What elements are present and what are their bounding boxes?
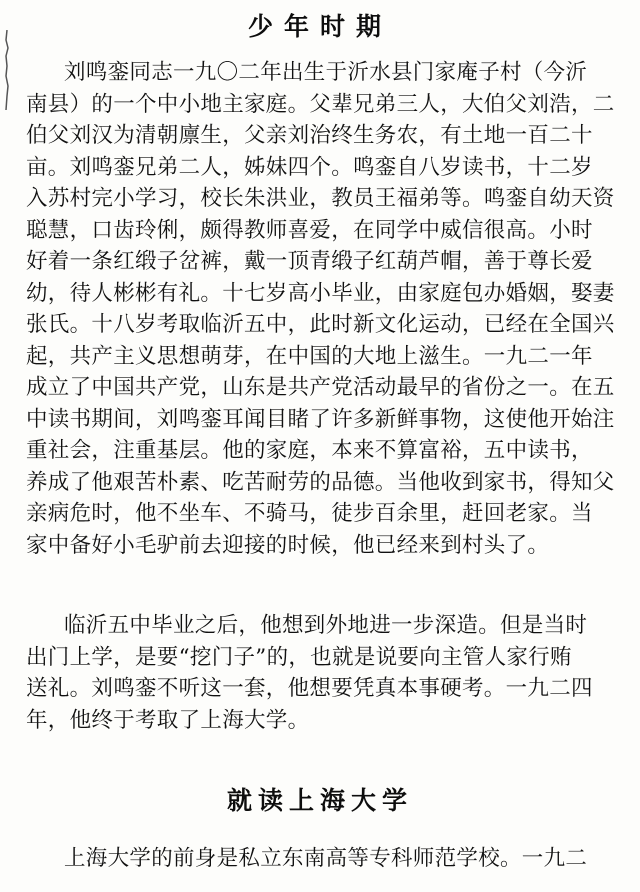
text-line: 上海大学的前身是私立东南高等专科师范学校。一九二 <box>64 846 588 871</box>
section-heading-shanghai-university: 就读上海大学 <box>226 786 413 815</box>
paragraph-youth-2 <box>26 610 614 736</box>
text-line: 聪慧，口齿玲俐，颇得教师喜爱，在同学中威信很高。小时 <box>26 217 593 243</box>
text-line: 重社会，注重基层。他的家庭，本来不算富裕，五中读书， <box>26 438 593 463</box>
text-line: 亲病危时，他不坐车、不骑马，徒步百余里，赶回老家。当 <box>26 501 593 526</box>
text-line: 起，共产主义思想萌芽，在中国的大地上滋生。一九二一年 <box>26 343 593 369</box>
text-line: 亩。刘鸣銮兄弟二人，姊妹四个。鸣銮自八岁读书，十二岁 <box>26 154 593 180</box>
text-line: 送礼。刘鸣銮不听这一套，他想要凭真本事硬考。一九二四 <box>26 676 593 701</box>
text-line: 幼，待人彬彬有礼。十七岁高小毕业，由家庭包办婚姻，娶妻 <box>26 280 615 306</box>
text-line: 刘鸣銮同志一九〇二年出生于沂水县门家庵子村（今沂 <box>64 60 588 85</box>
paragraph-youth-1 <box>26 57 614 561</box>
text-line: 临沂五中毕业之后，他想到外地进一步深造。但是当时 <box>64 613 588 638</box>
text-line: 南县）的一个中小地主家庭。父辈兄弟三人，大伯父刘浩，二 <box>26 91 615 117</box>
text-line: 出门上学，是要“挖门子”的，也就是说要向主管人家行贿 <box>26 644 572 670</box>
text-line: 成立了中国共产党，山东是共产党活动最早的省份之一。在五 <box>26 375 615 400</box>
text-line: 家中备好小毛驴前去迎接的时候，他已经来到村头了。 <box>26 532 550 558</box>
text-line: 张氏。十八岁考取临沂五中，此时新文化运动，已经在全国兴 <box>26 312 615 337</box>
text-line: 养成了他艰苦朴素、吃苦耐劳的品德。当他收到家书，得知父 <box>26 469 615 495</box>
text-line: 中读书期间，刘鸣銮耳闻目睹了许多新鲜事物，这使他开始注 <box>26 406 615 432</box>
text-line: 伯父刘汉为清朝廪生，父亲刘治终生务农，有土地一百二十 <box>26 123 593 148</box>
text-line: 年，他终于考取了上海大学。 <box>26 707 310 733</box>
text-line: 好着一条红缎子岔裤，戴一顶青缎子红葫芦帽，善于尊长爱 <box>26 249 593 274</box>
section-heading-youth: 少年时期 <box>247 12 392 41</box>
text-line: 入苏村完小学习，校长朱洪业，教员王福弟等。鸣銮自幼天资 <box>26 186 615 211</box>
paragraph-shanghai-1 <box>26 843 614 875</box>
